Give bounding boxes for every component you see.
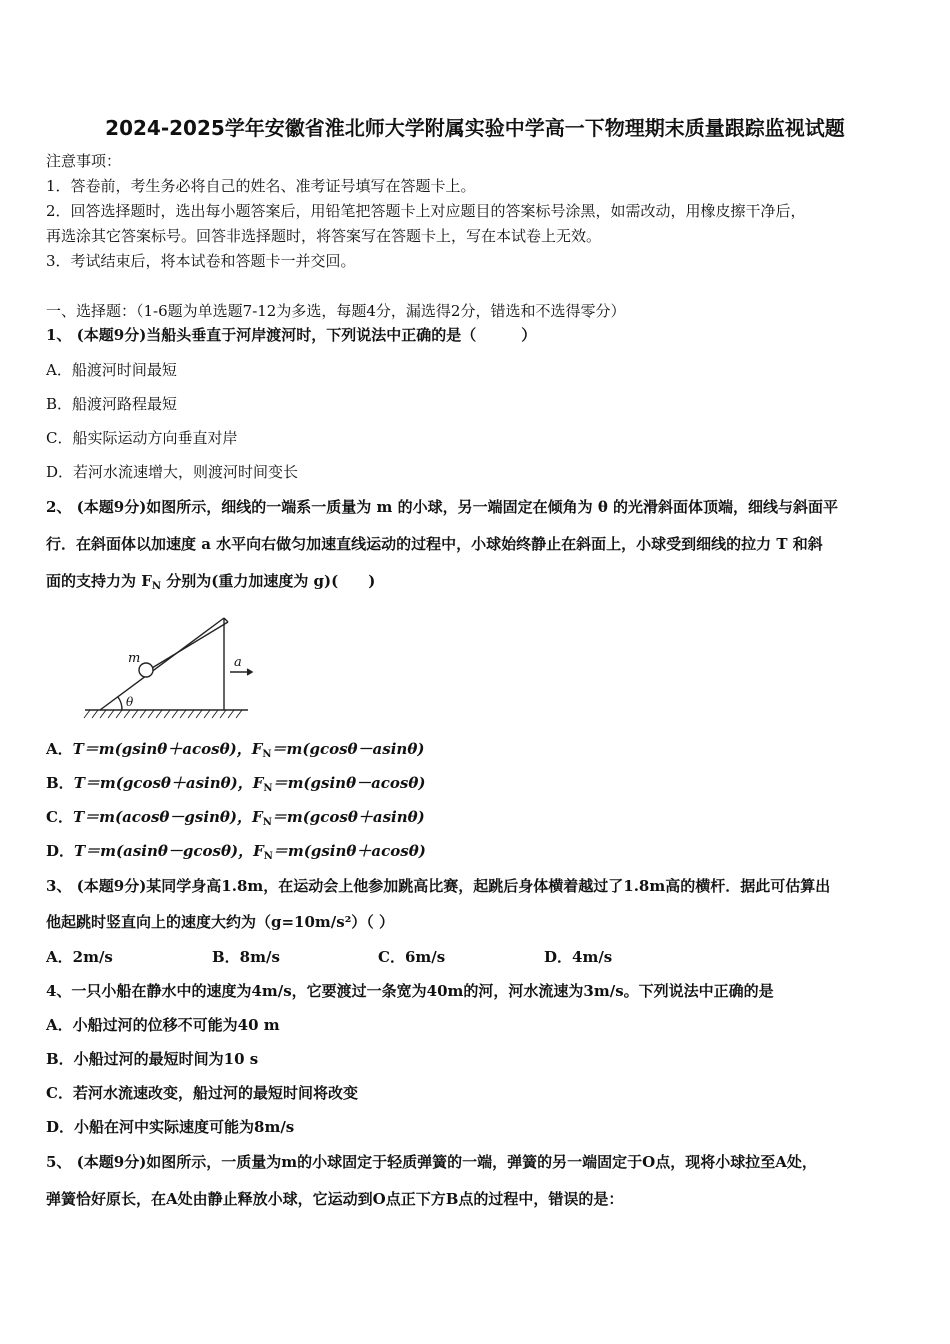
question-3-options <box>46 947 910 967</box>
question-5-line-1: 5、 (本题9分)如图所示，一质量为m的小球固定于轻质弹簧的一端，弹簧的另一端固定于O点，现将小球拉至A处， <box>46 1153 817 1171</box>
question-1-option-c: C．船实际运动方向垂直对岸 <box>46 429 238 447</box>
notice-heading: 注意事项： <box>46 152 122 170</box>
page-title: 2024-2025学年安徽省淮北师大学附属实验中学高一下物理期末质量跟踪监视试题 <box>105 116 845 140</box>
question-3-option-b: B．8m/s <box>212 948 280 966</box>
question-3-option-d: D．4m/s <box>544 948 613 966</box>
notice-item: 3．考试结束后，将本试卷和答题卡一并交回。 <box>46 252 356 270</box>
question-2-option-a: A．T＝m(gsinθ＋acosθ)，$F_N=m(gcos\theta-asin\theta)$ <box>46 740 425 760</box>
question-1-option-a: A．船渡河时间最短 <box>46 361 177 379</box>
question-3-line-2: 他起跳时竖直向上的速度大约为（g=10m/s²）（ ） <box>46 913 395 931</box>
question-1-option-d: D．若河水流速增大，则渡河时间变长 <box>46 463 299 481</box>
question-2-line-3: 面的支持力为 $F_N$ 分别为(重力加速度为 g)( ) <box>46 572 376 592</box>
notice-item: 再选涂其它答案标号。回答非选择题时，将答案写在答题卡上，写在本试卷上无效。 <box>46 227 602 245</box>
question-2-option-b: B．T＝m(gcosθ＋asinθ)，$F_N=m(gsin\theta-acos\theta)$ <box>46 774 426 794</box>
question-1-option-b: B．船渡河路程最短 <box>46 395 178 413</box>
angle-label: θ <box>126 695 134 709</box>
section-heading: 一、选择题：（1-6题为单选题7-12为多选，每题4分，漏选得2分，错选和不选得零分） <box>46 302 626 320</box>
question-3-line-1: 3、 (本题9分)某同学身高1.8m，在运动会上他参加跳高比赛，起跳后身体横着越过了1.8m高的横杆．据此可估算出 <box>46 877 831 895</box>
question-3-option-a: A．2m/s <box>46 948 113 966</box>
question-3-option-c: C．6m/s <box>378 948 446 966</box>
question-4-option-a: A．小船过河的位移不可能为40 m <box>46 1016 280 1034</box>
question-1-stem: 1、 (本题9分)当船头垂直于河岸渡河时，下列说法中正确的是（ ） <box>46 326 537 344</box>
incline-diagram <box>80 610 260 720</box>
acceleration-label: a <box>234 655 242 670</box>
question-4-option-c: C．若河水流速改变，船过河的最短时间将改变 <box>46 1084 358 1102</box>
notice-item: 1．答卷前，考生务必将自己的姓名、准考证号填写在答题卡上。 <box>46 177 476 195</box>
question-5-line-2: 弹簧恰好原长，在A处由静止释放小球，它运动到O点正下方B点的过程中，错误的是： <box>46 1190 624 1208</box>
question-2-line-2: 行．在斜面体以加速度 a 水平向右做匀加速直线运动的过程中，小球始终静止在斜面上，小球受到细线的拉力 T 和斜 <box>46 535 823 553</box>
notice-item: 2．回答选择题时，选出每小题答案后，用铅笔把答题卡上对应题目的答案标号涂黑，如需改动，用橡皮擦干净后， <box>46 202 806 220</box>
question-2-option-d: D．T＝m(asinθ－gcosθ)，$F_N=m(gsin\theta+acos\theta)$ <box>46 842 426 862</box>
question-4-option-d: D．小船在河中实际速度可能为8m/s <box>46 1118 295 1136</box>
mass-label: m <box>128 651 141 666</box>
question-2-option-c: C．T＝m(acosθ－gsinθ)，$F_N=m(gcos\theta+asin\theta)$ <box>46 808 425 828</box>
question-2-line-1: 2、 (本题9分)如图所示，细线的一端系一质量为 m 的小球，另一端固定在倾角为 θ 的光滑斜面体顶端，细线与斜面平 <box>46 498 839 516</box>
question-4-stem: 4、一只小船在静水中的速度为4m/s，它要渡过一条宽为40m的河，河水流速为3m/s。下列说法中正确的是 <box>46 982 774 1000</box>
question-4-option-b: B．小船过河的最短时间为10 s <box>46 1050 259 1068</box>
